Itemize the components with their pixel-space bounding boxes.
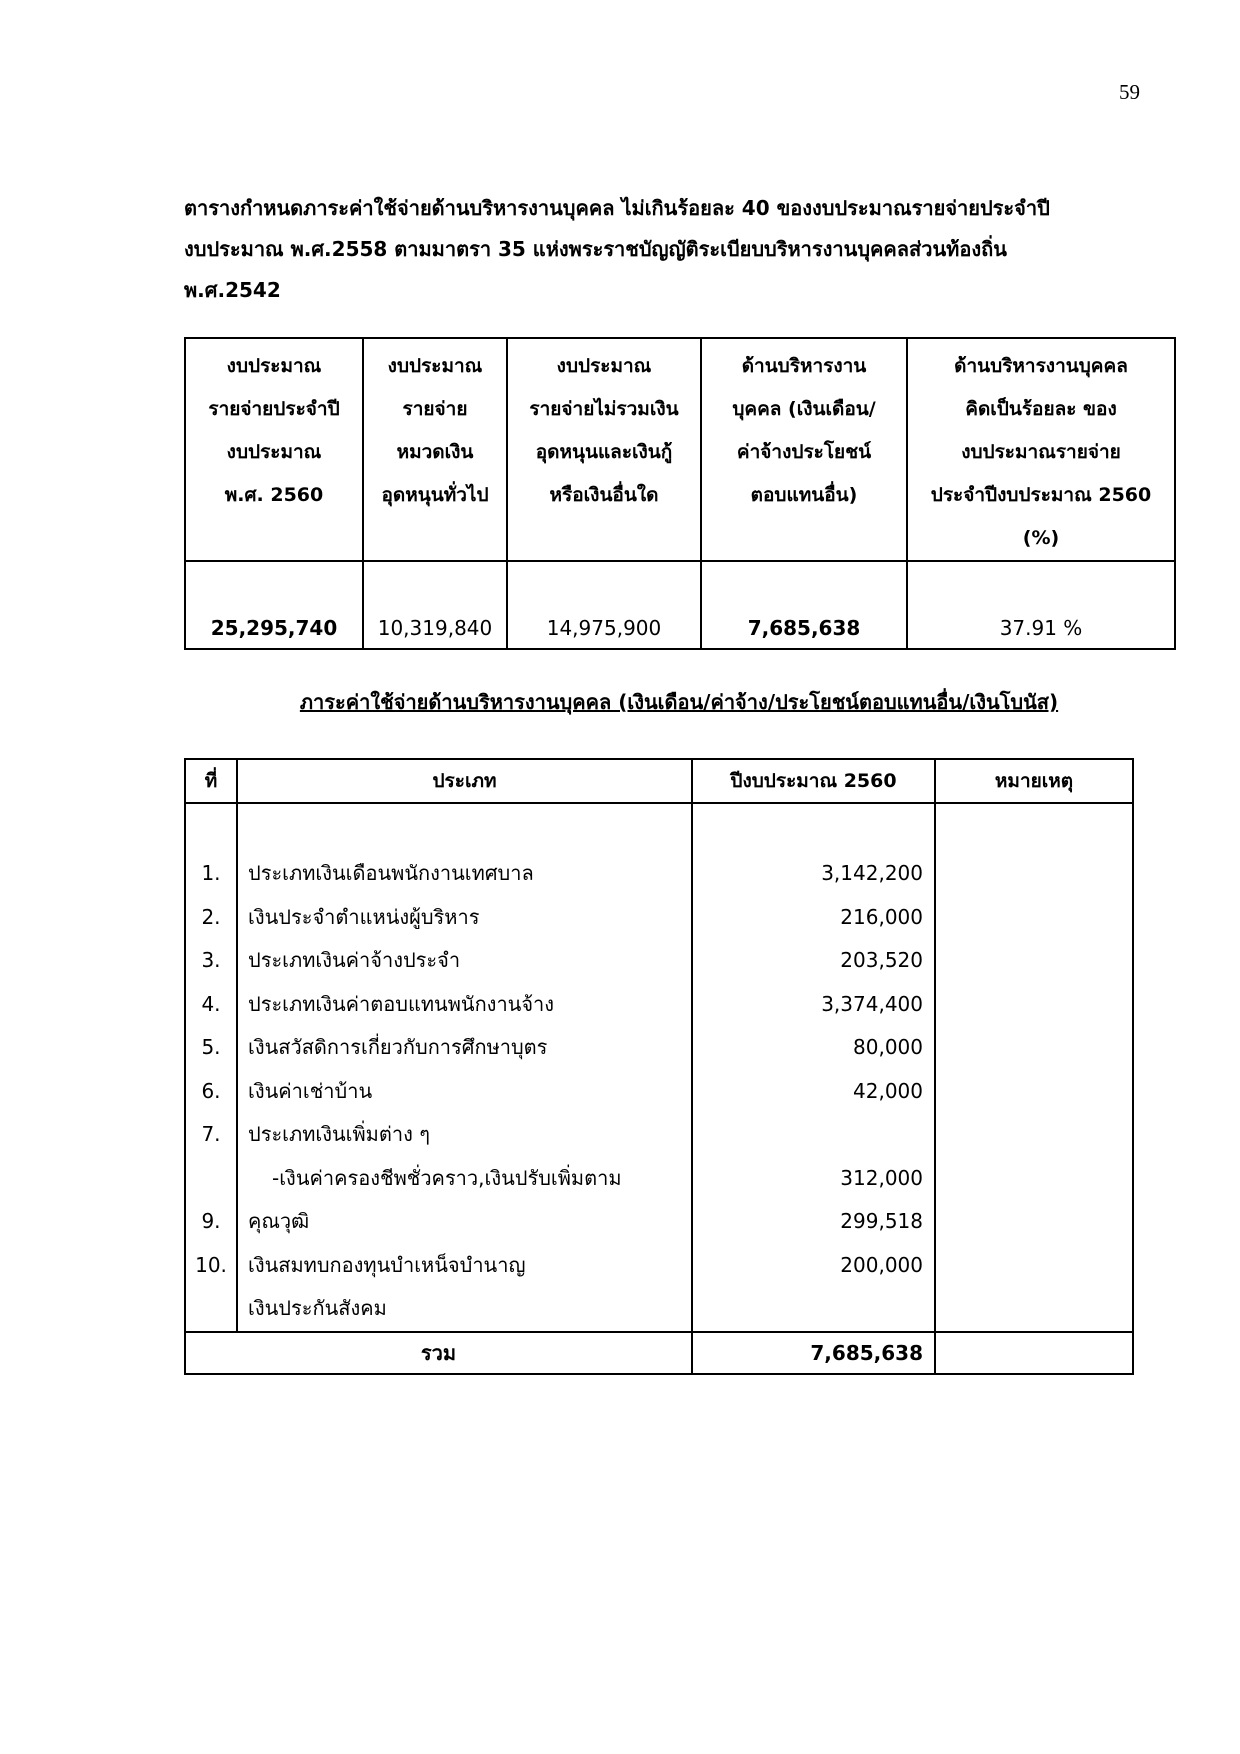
row-type: เงินสวัสดิการเกี่ยวกับการศึกษาบุตร bbox=[248, 1035, 548, 1059]
row-type: ประเภทเงินค่าตอบแทนพนักงานจ้าง bbox=[248, 991, 555, 1016]
row-amount: 299,518 bbox=[840, 1209, 923, 1233]
row-number: 9. bbox=[201, 1209, 221, 1233]
summary-header-cell: งบประมาณ รายจ่ายไม่รวมเงิน อุดหนุนและเงินกู้ หรือเงินอื่นใด bbox=[507, 338, 701, 561]
section-title: ภาระค่าใช้จ่ายด้านบริหารงานบุคคล (เงินเดือน/ค่าจ้าง/ประโยชน์ตอบแทนอื่น/เงินโบนัส) bbox=[299, 690, 1059, 714]
row-amount: 200,000 bbox=[840, 1252, 923, 1277]
intro-line: พ.ศ.2542 bbox=[184, 278, 281, 302]
personnel-percentage-value: 37.91 % bbox=[907, 561, 1175, 649]
row-type: คุณวุฒิ bbox=[248, 1209, 310, 1233]
row-amount bbox=[693, 1113, 934, 1157]
detail-header-row bbox=[185, 759, 1133, 803]
row-number: 7. bbox=[201, 1122, 221, 1146]
header-remark: หมายเหตุ bbox=[935, 759, 1133, 803]
row-amount: 203,520 bbox=[840, 948, 923, 972]
remark-column bbox=[935, 803, 1133, 1332]
header-amount: ปีงบประมาณ 2560 bbox=[692, 759, 935, 803]
row-number: 10. bbox=[195, 1252, 227, 1277]
intro-line: งบประมาณ พ.ศ.2558 ตามมาตรา 35 แห่งพระราชบัญญัติระเบียบบริหารงานบุคคลส่วนท้องถิ่น bbox=[184, 237, 1007, 261]
row-number: 5. bbox=[201, 1035, 221, 1059]
row-number: 4. bbox=[201, 991, 221, 1016]
personnel-expense-table bbox=[184, 758, 1134, 1375]
budget-excluding-subsidy-value: 14,975,900 bbox=[507, 561, 701, 649]
row-number: 6. bbox=[201, 1078, 221, 1103]
summary-value-row bbox=[185, 561, 1175, 649]
intro-line: ตารางกำหนดภาระค่าใช้จ่ายด้านบริหารงานบุคคล ไม่เกินร้อยละ 40 ของงบประมาณรายจ่ายประจำปี bbox=[184, 196, 1050, 220]
total-row bbox=[185, 1332, 1133, 1374]
no-column bbox=[185, 803, 237, 1332]
total-remark bbox=[935, 1332, 1133, 1374]
row-number: 2. bbox=[201, 904, 221, 929]
summary-header-cell: ด้านบริหารงาน บุคคล (เงินเดือน/ ค่าจ้างประโยชน์ ตอบแทนอื่น) bbox=[701, 338, 907, 561]
summary-header-cell: ด้านบริหารงานบุคคล คิดเป็นร้อยละ ของ งบประมาณรายจ่าย ประจำปีงบประมาณ 2560 (%) bbox=[907, 338, 1175, 561]
row-type: เงินประกันสังคม bbox=[248, 1296, 387, 1320]
summary-header-row bbox=[185, 338, 1175, 561]
row-type: ประเภทเงินค่าจ้างประจำ bbox=[248, 948, 461, 972]
row-number: 3. bbox=[201, 948, 221, 972]
type-column bbox=[237, 803, 692, 1332]
annual-budget-value: 25,295,740 bbox=[185, 561, 363, 649]
row-number: 1. bbox=[201, 861, 221, 885]
row-number bbox=[186, 1157, 236, 1201]
total-label: รวม bbox=[185, 1332, 692, 1374]
total-amount: 7,685,638 bbox=[692, 1332, 935, 1374]
general-subsidy-value: 10,319,840 bbox=[363, 561, 507, 649]
row-type: -เงินค่าครองชีพชั่วคราว,เงินปรับเพิ่มตาม bbox=[272, 1165, 622, 1190]
summary-header-cell: งบประมาณ รายจ่าย หมวดเงิน อุดหนุนทั่วไป bbox=[363, 338, 507, 561]
row-type: เงินประจำตำแหน่งผู้บริหาร bbox=[248, 904, 480, 929]
row-type: ประเภทเงินเพิ่มต่าง ๆ bbox=[248, 1122, 430, 1146]
row-amount: 3,374,400 bbox=[821, 991, 923, 1016]
personnel-expense-value: 7,685,638 bbox=[701, 561, 907, 649]
header-no: ที่ bbox=[185, 759, 237, 803]
budget-summary-table bbox=[184, 337, 1176, 650]
summary-header-cell: งบประมาณ รายจ่ายประจำปี งบประมาณ พ.ศ. 2560 bbox=[185, 338, 363, 561]
row-number bbox=[186, 1287, 236, 1331]
row-amount: 3,142,200 bbox=[821, 861, 923, 885]
row-amount bbox=[693, 1287, 934, 1331]
amount-column bbox=[692, 803, 935, 1332]
header-type: ประเภท bbox=[237, 759, 692, 803]
row-amount: 312,000 bbox=[840, 1165, 923, 1190]
page-number: 59 bbox=[1119, 80, 1140, 104]
row-amount: 42,000 bbox=[853, 1078, 923, 1103]
row-amount: 80,000 bbox=[853, 1035, 923, 1059]
row-amount: 216,000 bbox=[840, 904, 923, 929]
row-type: เงินสมทบกองทุนบำเหน็จบำนาญ bbox=[248, 1252, 526, 1277]
detail-body-row bbox=[185, 803, 1133, 1332]
row-type: เงินค่าเช่าบ้าน bbox=[248, 1078, 373, 1103]
intro-paragraph bbox=[184, 188, 1124, 311]
row-type: ประเภทเงินเดือนพนักงานเทศบาล bbox=[248, 861, 534, 885]
